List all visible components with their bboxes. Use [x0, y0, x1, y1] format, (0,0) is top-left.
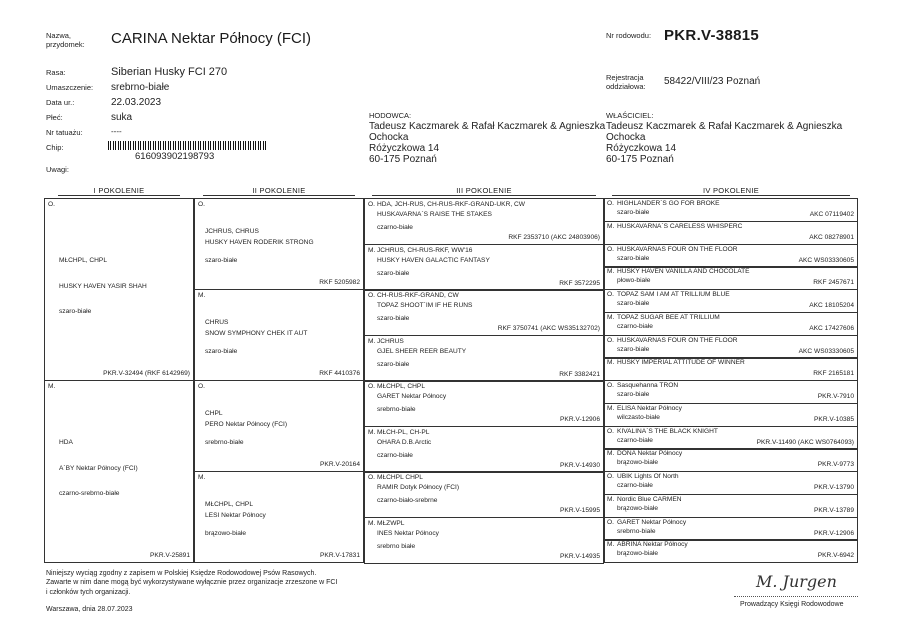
- registration-number: AKC 07119402: [809, 210, 854, 218]
- gen4-cell: [604, 494, 858, 518]
- place-date: Warszawa, dnia 28.07.2023: [46, 606, 133, 613]
- sex-marker: O.: [607, 519, 614, 526]
- sex-marker: M.: [368, 338, 376, 345]
- dog-color: czarno-białe: [617, 437, 653, 444]
- sex-marker: M.: [607, 268, 615, 275]
- gen4-cell: [604, 244, 858, 268]
- gen1-cell: [44, 198, 194, 381]
- sex-marker: M.: [198, 292, 206, 299]
- registration-number: RKF 4410376: [319, 369, 360, 377]
- dog-name: PERO Nektar Północy (FCI): [205, 421, 288, 428]
- generation-header-2: II POKOLENIE: [252, 186, 306, 195]
- gen4-cell: [604, 426, 858, 450]
- dog-name: ELISA Nektar Północy: [617, 405, 682, 412]
- dog-name: SNOW SYMPHONY CHEK IT AUT: [205, 330, 308, 337]
- generation-header-3: III POKOLENIE: [456, 186, 512, 195]
- breeder-label: HODOWCA:: [369, 111, 412, 120]
- dog-color: szaro-białe: [377, 315, 410, 322]
- dog-name: OHARA D.B.Arctic: [377, 439, 432, 446]
- sex-marker: M.: [607, 450, 615, 457]
- owner-line: Tadeusz Kaczmarek & Rafał Kaczmarek & Agnieszka: [606, 121, 843, 132]
- dog-titles: CHRUS: [205, 319, 229, 326]
- breeder-address: [369, 121, 605, 165]
- breed-value: Siberian Husky FCI 270: [111, 66, 228, 78]
- owner-line: Ochocka: [606, 132, 646, 143]
- sex-marker: M.: [607, 359, 615, 366]
- dog-color: szaro-białe: [617, 255, 650, 262]
- dog-name: HUSKY HAVEN RODERIK STRONG: [205, 239, 314, 246]
- registration-number: PKR.V-17831: [320, 551, 360, 559]
- breeder-line: Ochocka: [369, 132, 409, 143]
- dog-color: szaro-białe: [617, 300, 650, 307]
- sex-marker: O.: [607, 382, 614, 389]
- dog-name: ABRINA Nektar Północy: [617, 541, 688, 548]
- dog-color: srebrno białe: [377, 543, 416, 550]
- sex-marker: M.: [607, 314, 615, 321]
- sex-marker: O.: [607, 428, 614, 435]
- dog-color: srebrno-białe: [205, 439, 244, 446]
- registration-number: PKR.V-32494 (RKF 6142969): [103, 369, 190, 377]
- registration-number: PKR.V-25891: [150, 551, 190, 559]
- owner-address: [606, 121, 842, 165]
- dog-color: szaro-białe: [377, 270, 410, 277]
- dog-color: szaro-białe: [617, 391, 650, 398]
- statement-line: Niniejszy wyciąg zgodny z zapisem w Polskiej Księdze Rodowodowej Psów Rasowych.: [46, 570, 317, 577]
- statement-line: Zawarte w nim dane mogą być wykorzystywane wyłącznie przez organizacje zrzeszone w FCI: [46, 579, 338, 587]
- dog-color: szaro-białe: [617, 346, 650, 353]
- statement-line: i członków tych organizacji.: [46, 588, 131, 596]
- gen4-cell: [604, 539, 858, 563]
- regnum-label: Nr rodowodu:: [606, 31, 652, 40]
- sex-marker: M.: [607, 541, 615, 548]
- registration-number: RKF 5205982: [319, 278, 360, 286]
- dog-name: HUSKAVARNAS FOUR ON THE FLOOR: [617, 337, 738, 344]
- dog-name: HUSKAVARNAS FOUR ON THE FLOOR: [617, 246, 738, 253]
- sex-marker: M.: [607, 223, 615, 230]
- dog-name: DONA Nektar Północy: [617, 450, 683, 457]
- signatory: Prowadzący Księgi Rodowodowe: [740, 601, 844, 608]
- gen4-cell: [604, 221, 858, 245]
- registration-number: RKF 2165181: [813, 369, 854, 377]
- dog-titles: JCHRUS, CH-RUS-RKF, WW'16: [377, 247, 473, 254]
- registration-number: PKR.V-11490 (AKC WS0764093): [756, 438, 854, 446]
- gen4-cell: [604, 312, 858, 336]
- dog-color: czarno-białe: [617, 323, 653, 330]
- sex-marker: O.: [198, 383, 205, 390]
- gen1-cell: [44, 380, 194, 563]
- sex-marker: O.: [368, 201, 375, 208]
- header-rule: [58, 195, 180, 196]
- dog-color: szaro-białe: [205, 257, 238, 264]
- dog-name: Nordic Blue CARMEN: [617, 496, 682, 503]
- registration-number: AKC WS03330605: [798, 347, 854, 355]
- dog-name: HIGHLANDER`S GO FOR BROKE: [617, 200, 720, 207]
- name-label: Nazwa,: [46, 31, 72, 40]
- dog-color: brązowo-białe: [205, 530, 247, 537]
- sex-marker: O.: [198, 201, 205, 208]
- registration-number: AKC 17427606: [809, 324, 854, 332]
- gen3-cell: [364, 198, 604, 245]
- tattoo-value: ----: [111, 127, 122, 136]
- gen2-cell: [194, 471, 364, 563]
- registration-label: Rejestracja: [606, 73, 644, 82]
- registration-number: PKR.V-7910: [817, 392, 854, 400]
- gen3-cell: [364, 289, 604, 336]
- generation-header-4: IV POKOLENIE: [702, 186, 760, 195]
- dog-titles: MŁZWPL: [377, 520, 405, 527]
- dog-color: szaro-białe: [617, 209, 650, 216]
- registration-number: PKR.V-14935: [560, 552, 600, 560]
- dog-name: LESI Nektar Północy: [205, 512, 266, 519]
- dog-titles: MŁCHPL, CHPL: [59, 257, 108, 264]
- dog-titles: JCHRUS, CHRUS: [205, 228, 259, 235]
- chip-value: 616093902198793: [135, 151, 215, 162]
- tattoo-label: Nr tatuażu:: [46, 128, 83, 137]
- sex-marker: M.: [607, 405, 615, 412]
- dog-titles: CH-RUS-RKF-GRAND, CW: [377, 292, 459, 299]
- registration-number: PKR.V-20164: [320, 460, 360, 468]
- registration-number: PKR.V-15995: [560, 506, 600, 514]
- sex-label: Płeć:: [46, 113, 63, 122]
- dog-color: wilczasto-białe: [617, 414, 660, 421]
- header-rule: [372, 195, 596, 196]
- dog-color: szaro-białe: [377, 361, 410, 368]
- dog-color: czarno-białe: [377, 452, 413, 459]
- gen3-cell: [364, 335, 604, 382]
- sex-marker: M.: [368, 520, 376, 527]
- dog-color: srebrno-białe: [377, 406, 416, 413]
- dog-color: czarno-srebrno-białe: [59, 490, 120, 497]
- dog-titles: MŁCHPL, CHPL: [377, 383, 426, 390]
- gen2-cell: [194, 380, 364, 472]
- gen3-cell: [364, 426, 604, 473]
- gen4-cell: [604, 198, 858, 222]
- sex-marker: O.: [607, 246, 614, 253]
- breeder-line: 60-175 Poznań: [369, 154, 437, 165]
- gen4-cell: [604, 357, 858, 381]
- breeder-line: Różyczkowa 14: [369, 143, 440, 154]
- dog-name: INES Nektar Północy: [377, 530, 439, 537]
- registration-number: AKC 18105204: [809, 301, 854, 309]
- gen4-cell: [604, 403, 858, 427]
- sex-value: suka: [111, 112, 133, 123]
- dog-color: płowo-białe: [617, 277, 651, 284]
- sex-marker: M.: [368, 247, 376, 254]
- gen3-cell: [364, 517, 604, 564]
- registration-number: RKF 2353710 (AKC 24803906): [508, 233, 600, 241]
- owner-line: Różyczkowa 14: [606, 143, 677, 154]
- registration-label-2: oddziałowa:: [606, 82, 646, 91]
- name-label-2: przydomek:: [46, 40, 85, 49]
- sex-marker: O.: [368, 383, 375, 390]
- dog-color: brązowo-białe: [617, 505, 659, 512]
- dog-name: GARET Nektar Północy: [377, 393, 447, 400]
- registration-number: PKR.V-12906: [560, 415, 600, 423]
- dog-name: HUSKY HAVEN YASIR SHAH: [59, 283, 147, 290]
- gen3-cell: [364, 471, 604, 518]
- dog-color: brązowo-białe: [617, 459, 659, 466]
- sex-marker: O.: [607, 337, 614, 344]
- dog-name: HUSKAVARNA`S RAISE THE STAKES: [377, 211, 492, 218]
- sex-marker: O.: [368, 292, 375, 299]
- sex-marker: M.: [48, 383, 56, 390]
- registration-value: 58422/VIII/23 Poznań: [664, 76, 761, 87]
- dog-name: HUSKY HAVEN GALACTIC FANTASY: [377, 257, 490, 264]
- dog-color: czarno-białe: [377, 224, 413, 231]
- statement: [46, 569, 337, 597]
- dog-name: A`BY Nektar Północy (FCI): [59, 465, 138, 472]
- sex-marker: M.: [198, 474, 206, 481]
- registration-number: AKC WS03330605: [798, 256, 854, 264]
- signature-line: [734, 596, 858, 597]
- chip-barcode: [108, 141, 266, 150]
- registration-number: PKR.V-14930: [560, 461, 600, 469]
- registration-number: PKR.V-12906: [814, 529, 854, 537]
- dog-titles: JCHRUS: [377, 338, 404, 345]
- signature: M. Jurgen: [756, 572, 837, 591]
- registration-number: AKC 08278901: [809, 233, 854, 241]
- dog-titles: HDA, JCH-RUS, CH-RUS-RKF-GRAND-UKR, CW: [377, 201, 525, 208]
- gen4-cell: [604, 335, 858, 359]
- dog-name: GJEL SHEER REER BEAUTY: [377, 348, 467, 355]
- gen4-cell: [604, 471, 858, 495]
- registration-number: PKR.V-9773: [817, 460, 854, 468]
- sex-marker: M.: [368, 429, 376, 436]
- registration-number: RKF 3750741 (AKC WS35132702): [497, 324, 600, 332]
- owner-line: 60-175 Poznań: [606, 154, 674, 165]
- gen3-cell: [364, 244, 604, 291]
- dob-value: 22.03.2023: [111, 97, 162, 108]
- breeder-line: Tadeusz Kaczmarek & Rafał Kaczmarek & Agnieszka: [369, 121, 606, 132]
- dog-name: UBIK Lights Of North: [617, 473, 679, 480]
- dog-name: TOPAZ SAM I AM AT TRILLIUM BLUE: [617, 291, 730, 298]
- dog-color: brązowo-białe: [617, 550, 659, 557]
- gen4-cell: [604, 448, 858, 472]
- dog-name: Sasquehanna TRON: [617, 382, 679, 389]
- dog-color: czarno-biało-srebrne: [377, 497, 438, 504]
- dog-titles: HDA: [59, 439, 73, 446]
- owner-label: WŁAŚCICIEL:: [606, 111, 654, 120]
- sex-marker: O.: [607, 200, 614, 207]
- gen4-cell: [604, 380, 858, 404]
- dob-label: Data ur.:: [46, 98, 75, 107]
- header-rule: [203, 195, 355, 196]
- dog-titles: MŁCH-PL, CH-PL: [377, 429, 430, 436]
- registration-number: PKR.V-13789: [814, 506, 854, 514]
- registration-number: PKR.V-10385: [814, 415, 854, 423]
- gen4-cell: [604, 266, 858, 290]
- dog-name: GARET Nektar Północy: [617, 519, 687, 526]
- dog-name: TOPAZ SUGAR BEE AT TRILLIUM: [617, 314, 720, 321]
- registration-number: RKF 2457671: [813, 278, 854, 286]
- gen2-cell: [194, 289, 364, 381]
- color-value: srebrno-białe: [111, 82, 170, 93]
- registration-number: PKR.V-13790: [814, 483, 854, 491]
- dog-color: czarno-białe: [617, 482, 653, 489]
- gen3-cell: [364, 380, 604, 427]
- dog-name: HUSKY HAVEN VANILLA AND CHOCOLATE: [617, 268, 750, 275]
- remarks-label: Uwagi:: [46, 165, 69, 174]
- dog-name: TOPAZ SHOOT`IM IF HE RUNS: [377, 302, 473, 309]
- dog-name: HUSKAVARNA`S CARELESS WHISPERC: [617, 223, 743, 230]
- dog-titles: MŁCHPL, CHPL: [205, 501, 254, 508]
- sex-marker: O.: [607, 291, 614, 298]
- dog-name: RAMIR Dotyk Północy (FCI): [377, 484, 460, 491]
- gen4-cell: [604, 289, 858, 313]
- dog-titles: MŁCHPL CHPL: [377, 474, 423, 481]
- sex-marker: M.: [607, 496, 615, 503]
- header-rule: [612, 195, 850, 196]
- sex-marker: O.: [48, 201, 55, 208]
- dog-color: szaro-białe: [59, 308, 92, 315]
- gen4-cell: [604, 517, 858, 541]
- registration-number: PKR.V-6942: [817, 551, 854, 559]
- registration-number: RKF 3382421: [559, 370, 600, 378]
- dog-name: KIVALINA`S THE BLACK KNIGHT: [617, 428, 718, 435]
- generation-header-1: I POKOLENIE: [93, 186, 145, 195]
- chip-label: Chip:: [46, 143, 64, 152]
- dog-titles: CHPL: [205, 410, 223, 417]
- color-label: Umaszczenie:: [46, 83, 94, 92]
- dog-name: HUSKY IMPERIAL ATTITUDE OF WINNER: [617, 359, 745, 366]
- gen2-cell: [194, 198, 364, 290]
- sex-marker: O.: [607, 473, 614, 480]
- sex-marker: O.: [368, 474, 375, 481]
- registration-number: RKF 3572295: [559, 279, 600, 287]
- dog-name: CARINA Nektar Północy (FCI): [111, 30, 312, 47]
- dog-color: szaro-białe: [205, 348, 238, 355]
- dog-color: srebrno-białe: [617, 528, 656, 535]
- breed-label: Rasa:: [46, 68, 66, 77]
- pedigree-number: PKR.V-38815: [664, 27, 760, 44]
